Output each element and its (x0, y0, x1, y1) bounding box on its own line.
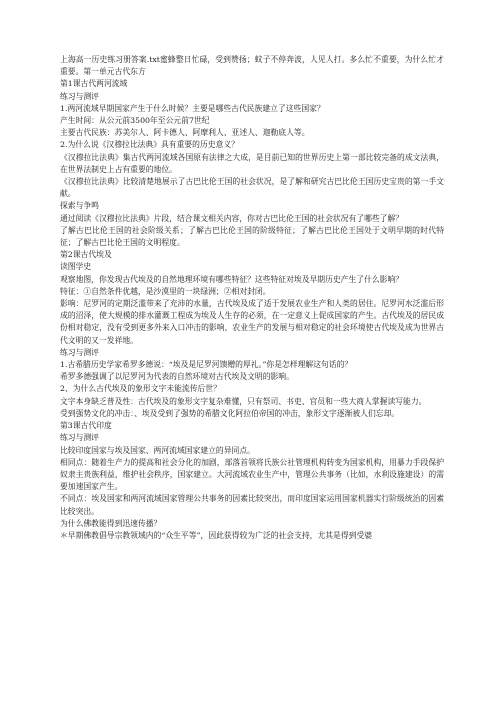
answer: 特征：①自然条件优越，是沙漠里的一块绿洲；②相对封闭。 (60, 286, 271, 296)
answer: 相同点：随着生产力的提高和社会分化的加剧，部落首领将氏族公社管理机构转变为国家机构，用暴力手段保护奴隶主贵族利益，维护社会秩序，国家建立。大河流域农业生产中，管理公共事务（比如，水利设施建设）的需要加速国家产生。 (60, 457, 444, 492)
section-heading: 练习与测评 (60, 433, 99, 443)
answer: 《汉穆拉比法典》比较清楚地展示了古巴比伦王国的社会状况，是了解和研究古巴比伦王国历史宝贵的第一手文献。 (60, 177, 444, 199)
section-heading: 探索与争鸣 (60, 201, 99, 211)
question: 2、为什么古代埃及的象形文字未能流传后世？ (60, 384, 221, 394)
lesson-title: 第3课古代印度 (60, 421, 112, 431)
question: 1.两河流域早期国家产生于什么时候？主要是哪些古代民族建立了这些国家？ (60, 103, 325, 113)
question: 2.为什么说《汉穆拉比法典》具有重要的历史意义？ (60, 140, 239, 150)
answer: 不同点：埃及国家和两河流域国家管理公共事务的因素比较突出，而印度国家运用国家机器实行阶级统治的因素比较突出。 (60, 494, 444, 516)
answer: 《汉穆拉比法典》集古代两河流域各国原有法律之大成，是目前已知的世界历史上第一部比较完备的成文法典，在世界法制史上占有重要的地位。 (60, 152, 444, 174)
answer: 影响：尼罗河的定期泛滥带来了充沛的水量，古代埃及成了适于发展农业生产和人类的居住。尼罗河水泛滥后形成的沼泽，使大规模的排水灌溉工程成为埃及人生存的必须，在一定意义上促成国家的产生。古代埃及的居民成份相对稳定，没有受到更多外来入口冲击的影响，农业生产的发展与相对稳定的社会环境使古代埃及成为世界古代文明的又一发祥地。 (60, 299, 444, 345)
document-body (60, 54, 444, 542)
lesson-title: 第2课古代埃及 (60, 250, 112, 260)
answer: 受到强势文化的冲击：、埃及受到了强势的希腊文化阿拉伯帝国的冲击，象形文字逐渐被人们忘却。 (60, 408, 400, 418)
question: 1.古希腊历史学家希罗多德说：“埃及是尼罗河馈赠的厚礼。”你是怎样理解这句话的？ (60, 360, 353, 370)
answer: ＊早期佛教倡导宗教领域内的“众生平等”，因此获得较为广泛的社会支持，尤其是得到受婆 (60, 530, 373, 540)
question: 为什么佛教能得到迅速传播？ (60, 518, 162, 528)
question: 观察地图，你发现古代埃及的自然地理环境有哪些特征？这些特征对埃及早期历史产生了什么影响？ (60, 274, 404, 284)
answer: 产生时间：从公元前3500年至公元前7世纪 (60, 116, 210, 126)
question: 通过阅读《汉穆拉比法典》片段，结合课文相关内容，你对古巴比伦王国的社会状况有了哪些了解？ (60, 213, 404, 223)
section-heading: 练习与测评 (60, 347, 99, 357)
answer: 主要古代民族：苏美尔人、阿卡德人、阿摩利人、亚述人、迦勒底人等。 (60, 128, 310, 138)
section-heading: 读图学史 (60, 262, 92, 272)
answer: 文字本身缺乏普及性：古代埃及的象形文字复杂难懂，只有祭司、书吏、官员和一些大商人掌握读写能力。 (60, 396, 427, 406)
lesson-title: 第1课古代两河流域 (60, 79, 128, 89)
section-heading: 练习与测评 (60, 91, 99, 101)
answer: 了解古巴比伦王国的社会阶级关系；了解古巴比伦王国的阶级特征；了解古巴比伦王国处于文明早期的时代特征；了解古巴比伦王国的文明程度。 (60, 225, 444, 248)
answer: 希罗多德强调了以尼罗河为代表的自然环境对古代埃及文明的影响。 (60, 372, 294, 382)
question: 比较印度国家与埃及国家、两河流域国家建立的异同点。 (60, 445, 255, 455)
intro-line: 上海高一历史练习册答案.txt蜜蜂整日忙碌，受到赞扬；蚊子不停奔波，人见人打。多么忙不重要，为什么忙才重要。第一单元古代东方 (60, 55, 444, 77)
